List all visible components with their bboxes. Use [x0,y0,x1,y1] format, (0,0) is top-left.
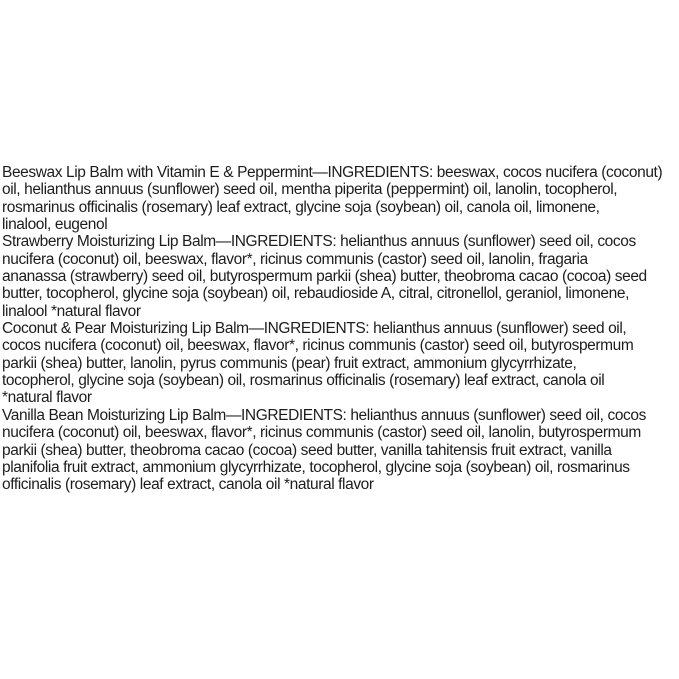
ingredients-line: parkii (shea) butter, lanolin, pyrus communis (pear) fruit extract, ammonium glycyrrhizate, [2,354,577,372]
ingredients-line: cocos nucifera (coconut) oil, beeswax, flavor*, ricinus communis (castor) seed oil, butyrospermum [2,337,634,355]
ingredients-line: nucifera (coconut) oil, beeswax, flavor*, ricinus communis (castor) seed oil, lanolin, butyrospermum [2,424,641,442]
ingredients-line: oil, helianthus annuus (sunflower) seed oil, mentha piperita (peppermint) oil, lanolin, tocopherol, [2,181,618,199]
ingredients-line: tocopherol, glycine soja (soybean) oil, rosmarinus officinalis (rosemary) leaf extract, canola oil [2,372,605,390]
ingredients-text-block [2,164,678,494]
ingredients-paragraph [2,164,678,233]
ingredients-paragraph [2,320,678,407]
ingredients-line: officinalis (rosemary) leaf extract, canola oil *natural flavor [2,476,374,494]
ingredients-line: linalool, eugenol [2,216,108,234]
ingredients-line: Vanilla Bean Moisturizing Lip Balm—INGREDIENTS: helianthus annuus (sunflower) seed oil, cocos [2,406,646,424]
ingredients-line: Beeswax Lip Balm with Vitamin E & Peppermint—INGREDIENTS: beeswax, cocos nucifera (coconut) [2,164,663,181]
ingredients-line: linalool *natural flavor [2,302,141,320]
ingredients-paragraph [2,233,678,320]
ingredients-line: butter, tocopherol, glycine soja (soybean) oil, rebaudioside A, citral, citronellol, geraniol, limonene, [2,285,629,303]
ingredients-line: planifolia fruit extract, ammonium glycyrrhizate, tocopherol, glycine soja (soybean) oil, rosmarinus [2,458,630,476]
ingredients-line: nucifera (coconut) oil, beeswax, flavor*, ricinus communis (castor) seed oil, lanolin, fragaria [2,250,588,268]
ingredients-line: rosmarinus officinalis (rosemary) leaf extract, glycine soja (soybean) oil, canola oil, limonene, [2,198,600,216]
ingredients-line: Coconut & Pear Moisturizing Lip Balm—INGREDIENTS: helianthus annuus (sunflower) seed oil, [2,320,627,338]
ingredients-line: *natural flavor [2,389,92,407]
ingredients-line: parkii (shea) butter, theobroma cacao (cocoa) seed butter, vanilla tahitensis fruit extract, vanilla [2,441,612,459]
ingredients-line: ananassa (strawberry) seed oil, butyrospermum parkii (shea) butter, theobroma cacao (cocoa) seed [2,268,647,286]
ingredients-paragraph [2,407,678,494]
ingredients-line: Strawberry Moisturizing Lip Balm—INGREDIENTS: helianthus annuus (sunflower) seed oil, cocos [2,233,636,251]
